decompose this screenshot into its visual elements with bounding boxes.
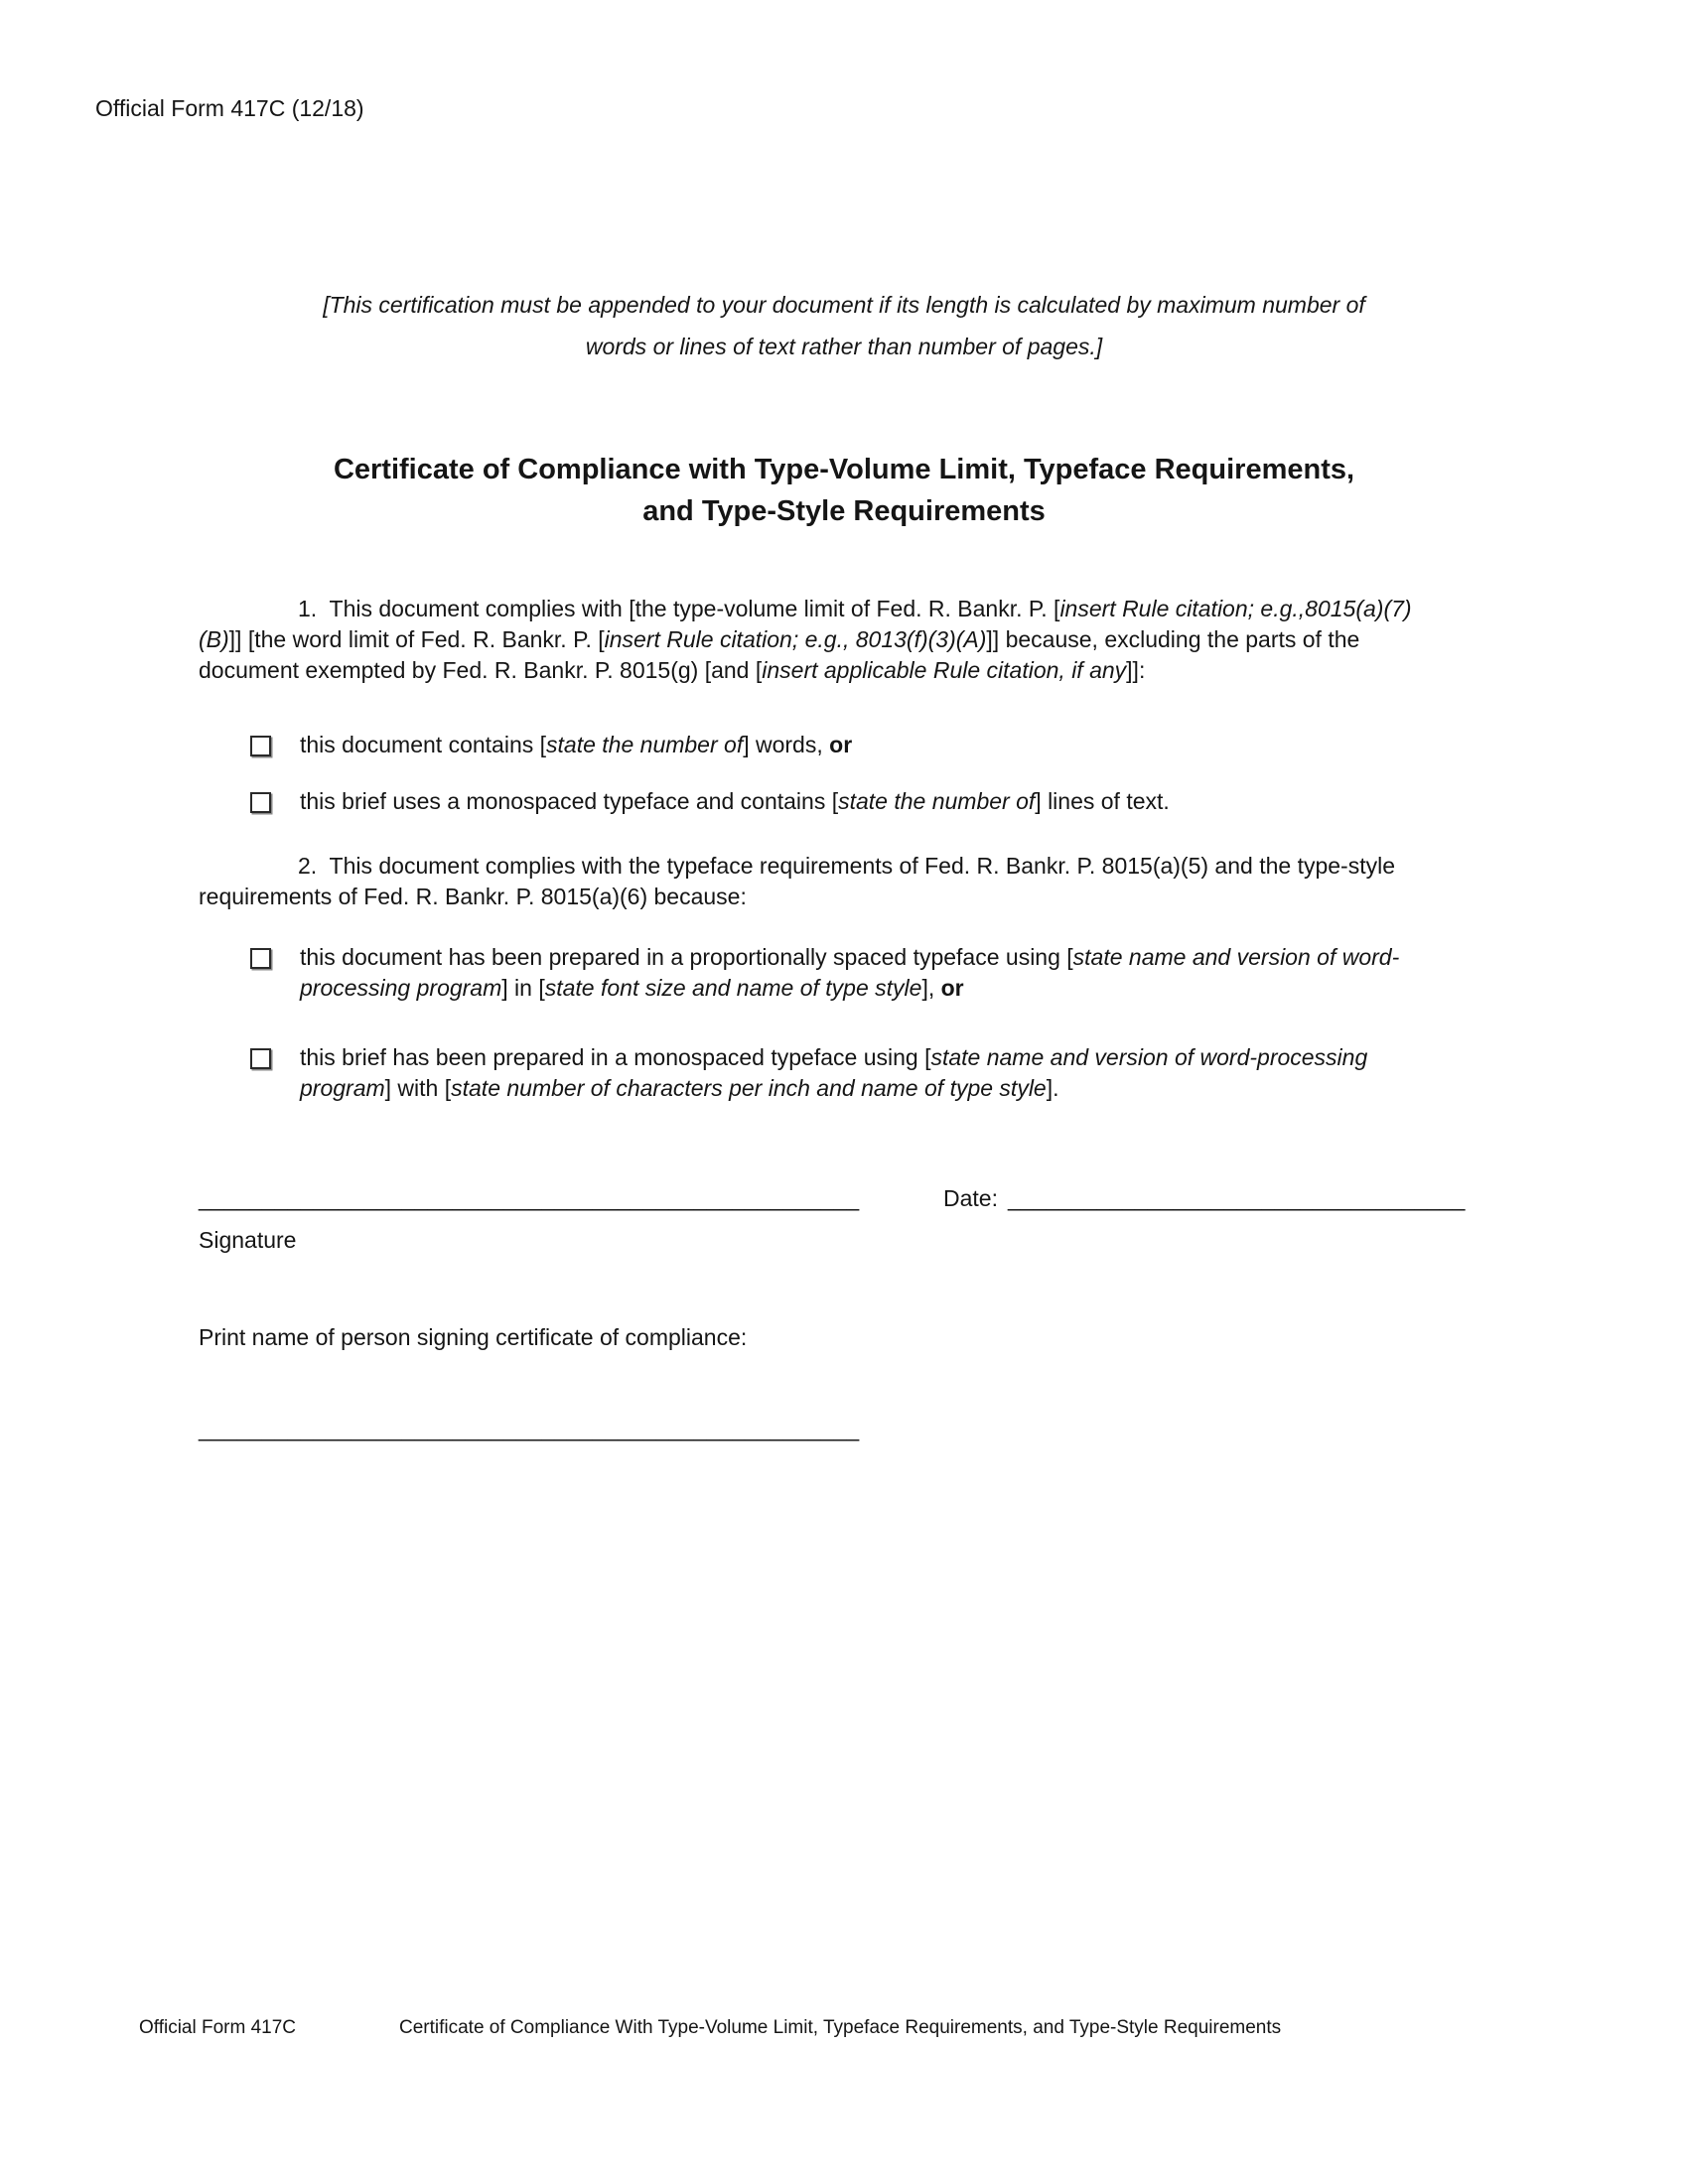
checkbox-icon[interactable] [250,1048,271,1069]
checkbox-icon[interactable] [250,736,271,756]
text-run-italic: insert Rule citation; e.g., 8013(f)(3)(A) [604,626,987,652]
print-name-line[interactable]: ____________________________________________________ [199,1416,860,1441]
checkbox-item-word-count [250,730,1452,760]
text-run-italic: insert Rule citation; e.g.,8015(a)(7)(B) [199,596,1412,652]
text-run: 1. This document complies with [the type-volume limit of Fed. R. Bankr. P. [ [298,596,1060,621]
form-title-line2: and Type-Style Requirements [642,495,1046,527]
certification-notice [0,284,1688,367]
text-run-italic: insert applicable Rule citation, if any [762,657,1127,683]
paragraph-typeface-requirements [199,851,1452,912]
date-field [943,1183,1465,1214]
checkbox-item-proportional-typeface [250,942,1452,1004]
text-run-bold: or [829,732,853,757]
text-run-italic: state the number of [546,732,744,757]
paragraph-type-volume [199,594,1452,686]
text-run: ] words, [743,732,830,757]
footer-form-title: Certificate of Compliance With Type-Volume Limit, Typeface Requirements, and Type-Style Requirements [399,2017,1282,2038]
form-title [0,449,1688,532]
text-run: this document has been prepared in a proportionally spaced typeface using [ [300,944,1073,970]
text-run: ]] [the word limit of Fed. R. Bankr. P. [ [228,626,605,652]
checkbox-item-proportional-typeface-text [300,942,1437,1004]
form-title-line1: Certificate of Compliance with Type-Volume Limit, Typeface Requirements, [333,454,1355,485]
checkbox-icon[interactable] [250,792,271,813]
text-run: ], [921,975,941,1001]
certification-notice-line1: [This certification must be appended to your document if its length is calculated by maximum number of [323,292,1365,318]
form-body [199,594,1452,1104]
print-name-label: Print name of person signing certificate of compliance: [199,1324,748,1350]
date-label: Date: [943,1185,998,1211]
text-run-italic: state name and version of word-processing program [300,944,1400,1001]
text-run: ] with [ [384,1075,452,1101]
text-run: this brief has been prepared in a monospaced typeface using [ [300,1044,931,1070]
text-run: 2. This document complies with the typeface requirements of Fed. R. Bankr. P. 8015(a)(5) and the type-style requirements of Fed. R. Bankr. P. 8015(a)(6) because: [199,853,1395,909]
text-run-italic: state number of characters per inch and name of type style [451,1075,1047,1101]
text-run-bold: or [940,975,964,1001]
text-run: ]. [1046,1075,1059,1101]
text-run: this document contains [ [300,732,547,757]
checkbox-item-word-count-text [300,730,852,760]
checkbox-item-monospaced-typeface [250,1042,1452,1104]
signature-line[interactable]: ____________________________________________________ [199,1185,860,1211]
certification-notice-line2: words or lines of text rather than number of pages.] [585,334,1103,359]
form-version-label: Official Form 417C (12/18) [95,95,364,121]
footer-form-label: Official Form 417C [139,2017,297,2038]
checkbox-icon[interactable] [250,948,271,969]
text-run-italic: state name and version of word-processing program [300,1044,1368,1101]
text-run: ]] because, excluding the parts of the document exempted by Fed. R. Bankr. P. 8015(g) [and [ [199,626,1360,683]
text-run: this brief uses a monospaced typeface and contains [ [300,788,839,814]
signature-label: Signature [199,1227,297,1253]
text-run-italic: state font size and name of type style [544,975,922,1001]
text-run-italic: state the number of [838,788,1036,814]
text-run: ] in [ [501,975,545,1001]
checkbox-item-monospaced-typeface-text [300,1042,1437,1104]
checkbox-item-line-count [250,786,1452,817]
date-line[interactable]: ____________________________________ [1007,1185,1466,1211]
text-run: ]]: [1126,657,1146,683]
checkbox-item-line-count-text [300,786,1170,817]
text-run: ] lines of text. [1035,788,1170,814]
